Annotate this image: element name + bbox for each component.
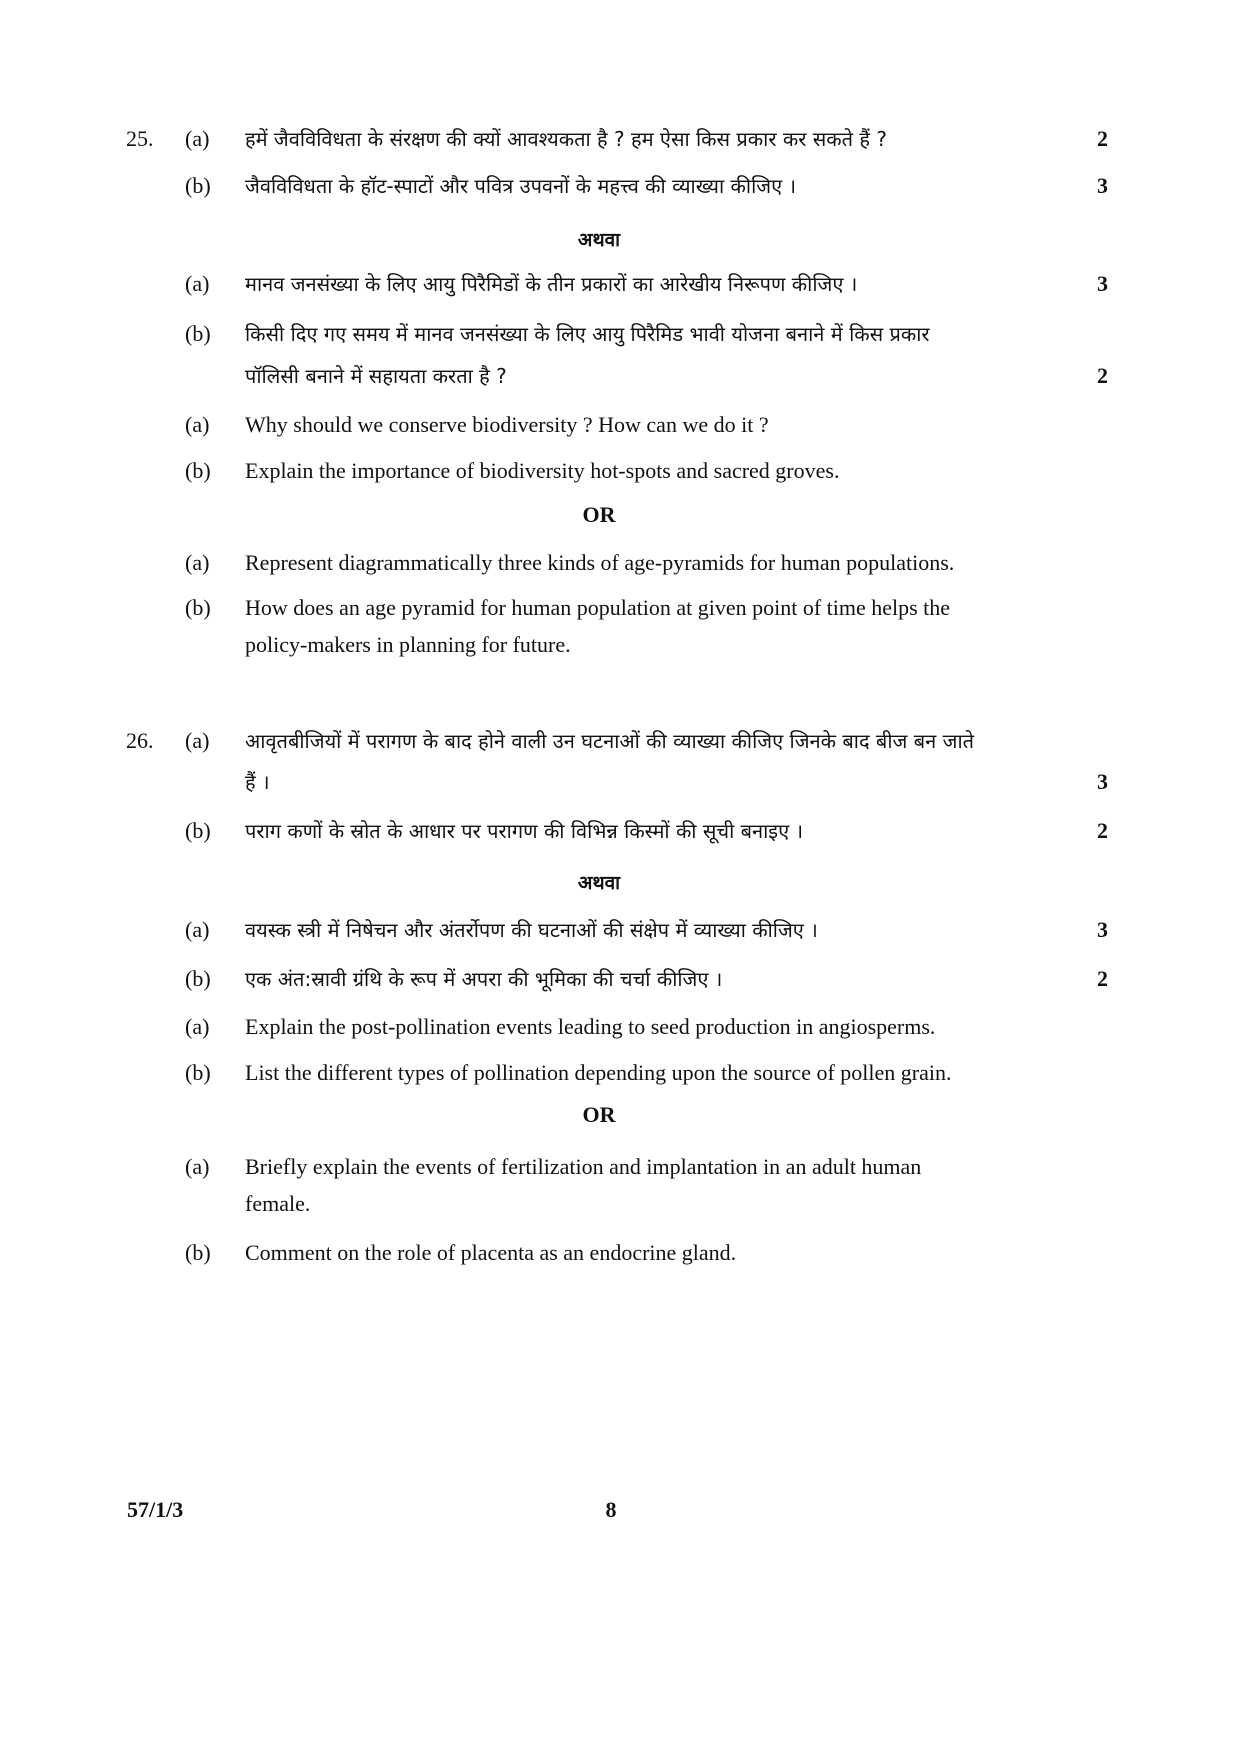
part-label: (b) [185,966,211,991]
part-label: (b) [185,595,211,620]
question-text: आवृतबीजियों में परागण के बाद होने वाली उन घटनाओं की व्याख्या कीजिए जिनके बाद बीज बन जाते [245,729,975,753]
question-text: हमें जैवविविधता के संरक्षण की क्यों आवश्यकता है ? हम ऐसा किस प्रकार कर सकते हैं ? [245,127,888,151]
marks: 3 [1097,917,1108,942]
part-label: (b) [185,1240,211,1265]
part-label: (b) [185,1060,211,1085]
question-text: किसी दिए गए समय में मानव जनसंख्या के लिए आयु पिरैमिड भावी योजना बनाने में किस प्रकार [245,322,930,346]
marks: 2 [1097,363,1108,388]
paper-code: 57/1/3 [127,1497,184,1522]
marks: 2 [1097,126,1108,151]
part-label: (a) [185,412,210,437]
part-label: (a) [185,728,210,753]
marks: 3 [1097,769,1108,794]
question-text: Briefly explain the events of fertilization and implantation in an adult human [245,1154,922,1179]
or-divider: OR [582,502,616,527]
marks: 2 [1097,966,1108,991]
page-number: 8 [605,1497,617,1522]
question-text: वयस्क स्त्री में निषेचन और अंतर्रोपण की घटनाओं की संक्षेप में व्याख्या कीजिए । [245,918,818,942]
question-text-continued: पॉलिसी बनाने में सहायता करता है ? [245,364,507,388]
question-text: जैवविविधता के हॉट-स्पाटों और पवित्र उपवनों के महत्त्व की व्याख्या कीजिए । [245,174,797,198]
part-label: (b) [185,458,211,483]
part-label: (a) [185,1154,210,1179]
part-label: (b) [185,173,211,198]
question-text: पराग कणों के स्रोत के आधार पर परागण की विभिन्न किस्मों की सूची बनाइए । [245,819,804,843]
question-text: Explain the post-pollination events leading to seed production in angiosperms. [245,1014,936,1039]
question-text: Represent diagrammatically three kinds of age-pyramids for human populations. [245,550,955,575]
question-text-continued: हैं । [245,770,270,794]
or-divider: अथवा [577,229,621,251]
part-label: (a) [185,126,210,151]
part-label: (a) [185,550,210,575]
part-label: (a) [185,271,210,296]
part-label: (a) [185,1014,210,1039]
question-text: List the different types of pollination depending upon the source of pollen grain. [245,1060,952,1085]
question-number-25: 25. [126,126,154,151]
question-text: Why should we conserve biodiversity ? How can we do it ? [245,412,769,437]
marks: 2 [1097,818,1108,843]
question-text-continued: policy-makers in planning for future. [245,632,571,657]
question-text: Comment on the role of placenta as an endocrine gland. [245,1240,737,1265]
marks: 3 [1097,271,1108,296]
question-number-26: 26. [126,728,154,753]
or-divider: अथवा [577,872,621,894]
question-text: एक अंत:स्रावी ग्रंथि के रूप में अपरा की भूमिका की चर्चा कीजिए । [245,967,723,991]
marks: 3 [1097,173,1108,198]
part-label: (b) [185,818,211,843]
part-label: (b) [185,321,211,346]
part-label: (a) [185,917,210,942]
question-text: मानव जनसंख्या के लिए आयु पिरैमिडों के तीन प्रकारों का आरेखीय निरूपण कीजिए । [245,272,858,296]
question-text-continued: female. [245,1191,311,1216]
question-text: Explain the importance of biodiversity hot-spots and sacred groves. [245,458,840,483]
question-text: How does an age pyramid for human population at given point of time helps the [245,595,951,620]
or-divider: OR [582,1102,616,1127]
